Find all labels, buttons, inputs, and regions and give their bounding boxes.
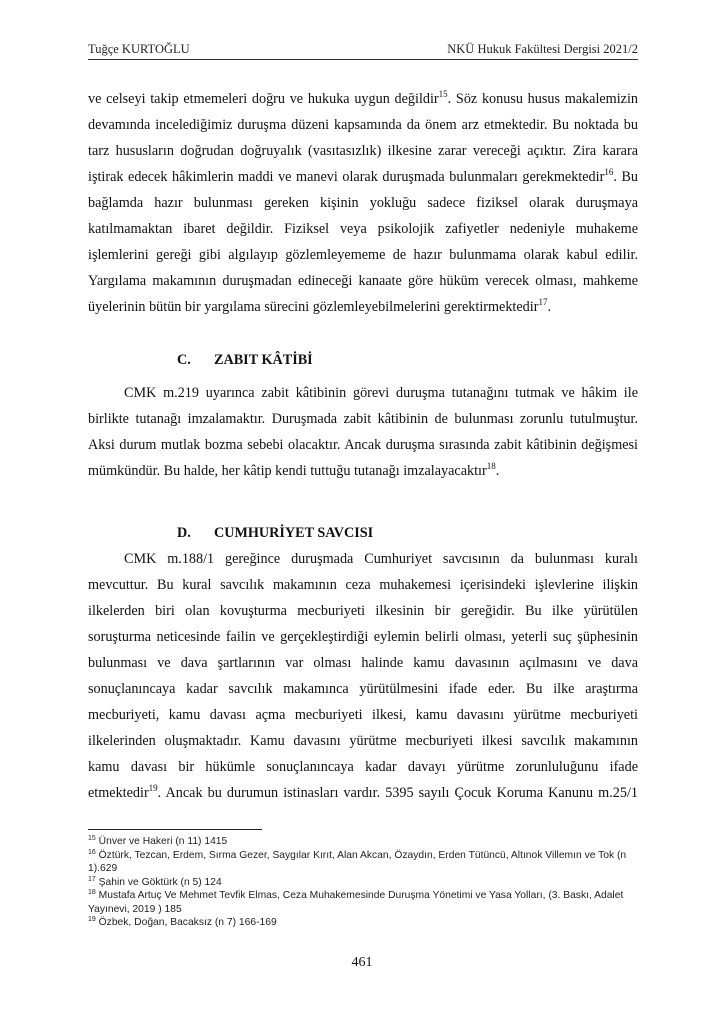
footnote-15: $^{15}$ Ünver ve Hakeri (n 11) 1415: [88, 835, 228, 847]
text-line: mümkündür. Bu halde, her kâtip kendi tuttuğu tutanağı imzalayacaktır$^{18}$.: [88, 461, 500, 479]
text-line: iştirak edecek hâkimlerin maddi ve manevi olarak duruşmada bulunmaları gerekmektedir$^{16}$. Bu: [88, 167, 638, 185]
text-line: katılmamaktan ibaret değildir. Fiziksel veya psikolojik zafiyetler nedeniyle muhakeme: [88, 221, 638, 237]
text-line: CMK m.188/1 gereğince duruşmada Cumhuriyet savcısının da bulunması kuralı: [124, 551, 638, 567]
footnote-ref: 18: [486, 461, 496, 471]
footnote-ref: 15: [438, 89, 448, 99]
header-rule: [88, 59, 638, 60]
text-line: mecburiyeti, kamu davası açma mecburiyeti ilkesi, kamu davasını yürütme mecburiyeti: [88, 707, 638, 723]
text-line: kamu davası bir hükümle sonuçlanıncaya kadar davayı yürütme zorunluluğunu ifade: [88, 759, 638, 775]
text-line: Yargılama makamının duruşmadan edineceği kanaate göre hüküm verecek olması, mahkeme: [88, 273, 638, 289]
section-heading-c: [177, 352, 313, 369]
footnote-19: $^{19}$ Özbek, Doğan, Bacaksız (n 7) 166-169: [88, 916, 277, 928]
section-title: CUMHURİYET SAVCISI: [214, 525, 374, 541]
footnote-ref: 17: [538, 297, 548, 307]
text-line: bağlamda hazır bulunması gereken kişinin yokluğu sadece fiziksel olarak duruşmaya: [88, 195, 638, 211]
text-line: bulunması ve dava şartlarının var olması halinde kamu davasının açılmasını ve dava: [88, 655, 638, 671]
text-line: Aksi durum mutlak bozma sebebi olacaktır. Ancak duruşma sırasında zabit kâtibinin değişmesi: [88, 437, 638, 453]
text-line: üyelerinin bütün bir yargılama sürecini gözlemleyebilmelerini gerektirmektedir$^{17}$.: [88, 297, 551, 315]
paragraph-3: [88, 546, 638, 806]
text-line: devamında incelediğimiz duruşma düzeni kapsamında da önem arz etmektedir. Bu noktada bu: [88, 117, 638, 133]
text-line: birlikte tutanağı imzalamaktır. Duruşmada zabit kâtibinin de bulunması zorunlu tutulmuştur.: [88, 411, 638, 427]
footnote-18: $^{18}$ Mustafa Artuç Ve Mehmet Tevfik Elmas, Ceza Muhakemesinde Duruşma Yönetimi ve Yasa Yolları, (3. Baskı, Adalet Yayınevi, 2019 ) 185: [88, 889, 624, 915]
section-letter: D.: [177, 525, 191, 541]
text-line: işlemlerini gereği gibi algılayıp gözlemleyememe de hazır bulunmama olarak kabul edilir.: [88, 247, 638, 263]
text-line: ve celseyi takip etmemeleri doğru ve hukuka uygun değildir$^{15}$. Söz konusu husus makalemizin: [88, 89, 638, 107]
footnotes: [88, 835, 638, 930]
text-line: etmektedir$^{19}$. Ancak bu durumun istinasları vardır. 5395 sayılı Çocuk Koruma Kanunu m.25/1: [88, 783, 638, 801]
section-letter: C.: [177, 352, 191, 368]
footnote-separator: [88, 829, 262, 830]
footnote-16: $^{16}$ Öztürk, Tezcan, Erdem, Sırma Gezer, Saygılar Kırıt, Alan Akcan, Özaydın, Erden Tütüncü, Altınok Villemın ve Tok (n 1).629: [88, 848, 627, 874]
text-line: ilkelerden biri olan kovuşturma mecburiyeti ilkesinin bir gereğidir. Bu ilke yürütülen: [88, 603, 638, 619]
footnote-17: $^{17}$ Şahin ve Göktürk (n 5) 124: [88, 875, 222, 888]
text-line: tarz hususların doğrudan doğruyalık (vasıtasızlık) ilkesine zarar vereceği açıktır. Zira karara: [88, 143, 638, 159]
text-line: mevcuttur. Bu kural savcılık makamının ceza muhakemesi içerisindeki işlevlerine ilişkin: [88, 577, 638, 593]
header-journal: NKÜ Hukuk Fakültesi Dergisi 2021/2: [447, 42, 638, 56]
section-title: ZABIT KÂTİBİ: [214, 352, 313, 368]
section-heading-d: [177, 525, 373, 542]
text-line: sonuçlanıncaya kadar savcılık makamınca yürütülmesini ifade eder. Bu ilke araştırma: [88, 681, 638, 697]
paragraph-2: [88, 380, 638, 484]
paragraph-1: [88, 86, 638, 320]
header-author: Tuğçe KURTOĞLU: [88, 42, 190, 56]
running-header: [88, 42, 638, 60]
text-line: soruşturma neticesinde failin ve gerçekleştirdiği eylemin belirli olması, yeterli suç şüphesinin: [88, 629, 638, 645]
text-line: CMK m.219 uyarınca zabit kâtibinin görevi duruşma tutanağını tutmak ve hâkim ile: [124, 385, 638, 401]
text-line: ilkelerinden oluşmaktadır. Kamu davasını yürütme mecburiyeti ilkesi savcılık makamının: [88, 733, 638, 749]
footnote-ref: 16: [604, 167, 614, 177]
page-number: 461: [351, 955, 373, 970]
footnote-ref: 19: [148, 783, 158, 793]
